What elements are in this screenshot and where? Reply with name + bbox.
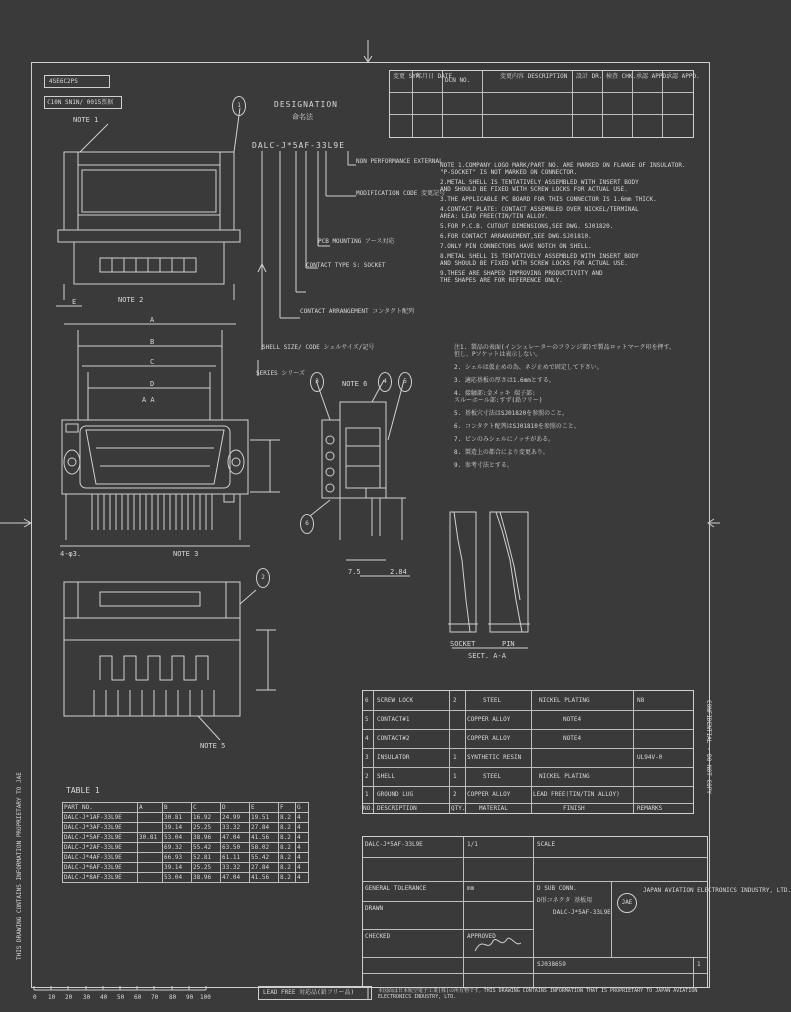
part-6-no: 6 [365, 697, 369, 704]
part-2-name: SHELL [377, 773, 396, 780]
section-marker-aa: A A [142, 396, 155, 404]
tb-scale: SCALE [537, 841, 556, 848]
rev-h3: 変更内容 DESCRIPTION [500, 73, 568, 80]
dim-cell: 55.42 [250, 853, 279, 863]
note-1-label: NOTE 1 [73, 116, 99, 124]
designation-subtitle: 命名法 [292, 113, 313, 121]
note-jp-10: 9. 参考寸法とする。 [454, 462, 513, 469]
dim-cell: 30.81 [138, 833, 163, 843]
dim-cell: 38.96 [192, 833, 221, 843]
dim-th-3: C [192, 803, 221, 813]
part-3-no: 3 [365, 754, 369, 761]
note-en-8: 6.FOR CONTACT ARRANGEMENT,SEE DWG.SJ01810. [440, 233, 592, 240]
dim-cell: 8.2 [279, 823, 296, 833]
tb-tolerance: GENERAL TOLERANCE [365, 885, 427, 892]
part-5-material: COPPER ALLOY [467, 716, 511, 723]
dim-cell: 33.32 [221, 823, 250, 833]
dim-cell: 58.02 [250, 843, 279, 853]
rev-h5: 検査 CHK. [606, 73, 637, 80]
rev-h7: 承認 APPD. [666, 73, 700, 80]
dim-cell: 27.84 [250, 823, 279, 833]
scale-80: 80 [169, 994, 177, 1001]
dim-cell: DALC-J*6AF-33L9E [63, 863, 138, 873]
note-jp-8: 7. ピンのみシェルにノッチがある。 [454, 436, 555, 443]
dim-cell: 8.2 [279, 843, 296, 853]
note-jp-0: 注1. 製品の表面(インシュレーターのフランジ部)で製品ロットマーク印を押す。 [454, 344, 676, 351]
desig-label-5: CONTACT ARRANGEMENT コンタクト配列 [300, 308, 415, 315]
dim-th-1: A [138, 803, 163, 813]
dim-cell: 33.32 [221, 863, 250, 873]
tb-drawn: DRAWN [365, 905, 384, 912]
dim-cell: 25.25 [192, 863, 221, 873]
parts-header-1: DESCRIPTION [377, 805, 417, 812]
dim-th-5: E [250, 803, 279, 813]
bubble-1: 1 [232, 96, 246, 116]
dim-c: C [150, 358, 155, 366]
dim-cell: DALC-J*1AF-33L9E [63, 813, 138, 823]
part-4-name: CONTACT#2 [377, 735, 410, 742]
side-text-left: THIS DRAWING CONTAINS INFORMATION PROPRIETARY TO JAE [16, 772, 23, 960]
section-pin-label: PIN [502, 640, 515, 648]
dim-cell: 61.11 [221, 853, 250, 863]
part-6-name: SCREW LOCK [377, 697, 414, 704]
part-4-no: 4 [365, 735, 369, 742]
desig-label-2: MODIFICATION CODE 変更記号 [356, 190, 446, 197]
dim-cell: 47.04 [221, 873, 250, 883]
part-2-finish: NICKEL PLATING [539, 773, 590, 780]
desig-label-6: SHELL SIZE/ CODE シェルサイズ/記号 [262, 344, 375, 351]
dim-cell: 53.04 [163, 833, 192, 843]
note-jp-3: 3. 適応基板の厚さは1.6mmとする。 [454, 377, 555, 384]
desig-label-1: NON PERFORMANCE EXTERNAL [356, 158, 443, 165]
note-5-label: NOTE 5 [200, 742, 226, 750]
dim-cell: 4 [296, 853, 309, 863]
part-2-qty: 1 [453, 773, 457, 780]
bubble-4: 4 [378, 372, 392, 392]
dim-cell: 39.14 [163, 823, 192, 833]
desig-label-7: SERIES シリーズ [256, 370, 305, 377]
note-en-4: 3.THE APPLICABLE PC BOARD FOR THIS CONNECTOR IS 1.6mm THICK. [440, 196, 657, 203]
part-4-material: COPPER ALLOY [467, 735, 511, 742]
note-en-1: "P-SOCKET" IS NOT MARKED ON CONNECTOR. [440, 169, 578, 176]
rev-h4: 設計 DR. [576, 73, 603, 80]
footer-note: 本図面は日本航空電子工業(株)の所有物です。THIS DRAWING CONTAINS INFORMATION THAT IS PROPRIETARY TO JAPAN AVIATION ELECTRONICS INDUSTRY, LTD. [378, 988, 698, 1000]
part-4-finish: NOTE4 [563, 735, 582, 742]
note-en-3: AND SHOULD BE FIXED WITH SCREW LOCKS FOR ACTUAL USE. [440, 186, 628, 193]
tb-rev: 1 [697, 961, 701, 968]
scale-60: 60 [134, 994, 142, 1001]
note-en-2: 2.METAL SHELL IS TENTATIVELY ASSEMBLED WITH INSERT BODY [440, 179, 639, 186]
dim-cell: 30.81 [163, 813, 192, 823]
scale-10: 10 [48, 994, 56, 1001]
dim-th-0: PART NO. [63, 803, 138, 813]
part-1-name: GROUND LUG [377, 791, 414, 798]
note-jp-1: 但し、Pソケットは表示しない。 [454, 351, 542, 358]
note-6-label: NOTE 6 [342, 380, 368, 388]
dim-cell: 8.2 [279, 873, 296, 883]
dim-cell: 16.92 [192, 813, 221, 823]
scale-40: 40 [100, 994, 108, 1001]
note-en-11: AND SHOULD BE FIXED WITH SCREW LOCKS FOR ACTUAL USE. [440, 260, 628, 267]
dim-d: D [150, 380, 155, 388]
part-1-finish: LEAD FREE(TIN/TIN ALLOY) [533, 791, 620, 798]
dim-cell: 4 [296, 823, 309, 833]
dim-cell: 69.32 [163, 843, 192, 853]
part-6-note: N8 [637, 697, 645, 704]
dim-cell: 63.50 [221, 843, 250, 853]
dim-table-title: TABLE 1 [66, 786, 100, 795]
dim-cell: 55.42 [192, 843, 221, 853]
stamp-text-1: 4SE6C2PS [49, 78, 78, 85]
lead-free-badge [258, 986, 372, 1000]
note-2-label: NOTE 2 [118, 296, 144, 304]
jae-logo-icon: JAE [617, 893, 637, 913]
scale-20: 20 [65, 994, 73, 1001]
part-1-qty: 2 [453, 791, 457, 798]
tb-title-en: D SUB CONN. [537, 885, 577, 892]
note-jp-6: 5. 基板穴寸法はSJ01820を参照のこと。 [454, 410, 569, 417]
part-5-name: CONTACT#1 [377, 716, 410, 723]
part-6-material: STEEL [483, 697, 502, 704]
note-en-10: 8.METAL SHELL IS TENTATIVELY ASSEMBLED WITH INSERT BODY [440, 253, 639, 260]
tb-unit: mm [467, 885, 475, 892]
part-3-qty: 1 [453, 754, 457, 761]
note-3-label: NOTE 3 [173, 550, 199, 558]
scale-70: 70 [151, 994, 159, 1001]
dim-cell: 19.51 [250, 813, 279, 823]
dim-cell: DALC-J*5AF-33L9E [63, 833, 138, 843]
tb-approved: APPROVED [467, 933, 496, 940]
dim-4-phi: 4-φ3. [60, 550, 82, 558]
part-5-finish: NOTE4 [563, 716, 582, 723]
dim-2-84: 2.84 [390, 568, 407, 576]
dim-cell: 4 [296, 863, 309, 873]
desig-label-3: PCB MOUNTING アース対応 [318, 238, 395, 245]
dim-cell: 4 [296, 843, 309, 853]
note-en-5: 4.CONTACT PLATE: CONTACT ASSEMBLED OVER NICKEL/TERMINAL [440, 206, 639, 213]
parts-header-4: FINISH [563, 805, 585, 812]
part-5-no: 5 [365, 716, 369, 723]
note-jp-2: 2. シェルは仮止めの為、ネジ止めで固定して下さい。 [454, 364, 603, 371]
dim-cell: 38.96 [192, 873, 221, 883]
dim-th-7: G [296, 803, 309, 813]
parts-header-3: MATERIAL [479, 805, 508, 812]
dim-cell: DALC-J*3AF-33L9E [63, 823, 138, 833]
dim-cell: 4 [296, 833, 309, 843]
note-en-9: 7.ONLY PIN CONNECTORS HAVE NOTCH ON SHELL. [440, 243, 592, 250]
note-jp-9: 8. 製造上の都合により変更あり。 [454, 449, 549, 456]
dim-cell: 47.04 [221, 833, 250, 843]
parts-header-2: QTY. [451, 805, 466, 812]
bubble-5: 5 [398, 372, 412, 392]
dim-cell: 53.04 [163, 873, 192, 883]
rev-h1: 年月日 DATE [416, 73, 453, 80]
note-en-13: THE SHAPES ARE FOR REFERENCE ONLY. [440, 277, 563, 284]
bubble-2: 2 [256, 568, 270, 588]
note-en-12: 9.THESE ARE SHAPED IMPROVING PRODUCTIVITY AND [440, 270, 603, 277]
tb-dwg-no-label: SJ038659 [537, 961, 566, 968]
dim-a: A [150, 316, 155, 324]
dim-cell: 27.84 [250, 863, 279, 873]
lead-free-text: LEAD FREE 対応品(鉛フリー品) [263, 989, 355, 996]
scale-30: 30 [83, 994, 91, 1001]
dim-cell: 8.2 [279, 833, 296, 843]
dim-cell: 8.2 [279, 853, 296, 863]
dim-cell: 25.25 [192, 823, 221, 833]
dim-cell: 52.81 [192, 853, 221, 863]
note-en-7: 5.FOR P.C.B. CUTOUT DIMENSIONS,SEE DWG. SJ01820. [440, 223, 614, 230]
note-jp-4: 4. 接触部:金メッキ 端子部: [454, 390, 536, 397]
designation-code: DALC-J*5AF-33L9E [252, 141, 346, 150]
note-en-6: AREA: LEAD FREE(TIN/TIN ALLOY. [440, 213, 549, 220]
part-2-material: STEEL [483, 773, 502, 780]
note-jp-7: 6. コンタクト配列はSJ01810を参照のこと。 [454, 423, 580, 430]
rev-h0: 変更 SYM. [393, 73, 424, 80]
tb-dwg-ref: DALC-J*5AF-33L9E [365, 841, 423, 848]
parts-header-0: NO. [363, 805, 374, 812]
parts-header-5: REMARKS [637, 805, 663, 812]
part-6-qty: 2 [453, 697, 457, 704]
bubble-6: 6 [300, 514, 314, 534]
designation-title: DESIGNATION [274, 100, 338, 109]
dim-cell: 41.56 [250, 873, 279, 883]
tb-checked: CHECKED [365, 933, 391, 940]
dim-cell: 41.56 [250, 833, 279, 843]
scale-100: 100 [200, 994, 211, 1001]
part-1-no: 1 [365, 791, 369, 798]
dim-cell: DALC-J*4AF-33L9E [63, 853, 138, 863]
part-3-name: INSULATOR [377, 754, 410, 761]
dim-cell: 4 [296, 873, 309, 883]
dim-cell: 24.99 [221, 813, 250, 823]
part-2-no: 2 [365, 773, 369, 780]
note-jp-5: スルーホール部:すず(鉛フリー) [454, 397, 543, 404]
bubble-3: 3 [310, 372, 324, 392]
dim-cell: 8.2 [279, 813, 296, 823]
dim-th-4: D [221, 803, 250, 813]
side-text-right: CONFIDENTIAL - DO NOT COPY [705, 700, 712, 794]
part-1-material: COPPER ALLOY [467, 791, 511, 798]
desig-label-4: CONTACT TYPE S: SOCKET [306, 262, 386, 269]
dim-cell: 8.2 [279, 863, 296, 873]
tb-title-jp: D形コネクタ 基板用 [537, 897, 593, 904]
dim-th-2: B [163, 803, 192, 813]
section-socket-label: SOCKET [450, 640, 476, 648]
part-6-finish: NICKEL PLATING [539, 697, 590, 704]
dim-cell: 4 [296, 813, 309, 823]
dim-cell: 66.93 [163, 853, 192, 863]
part-3-material: SYNTHETIC RESIN [467, 754, 522, 761]
rev-h2: DCN NO. [445, 77, 471, 84]
dim-th-6: F [279, 803, 296, 813]
part-3-note: UL94V-0 [637, 754, 663, 761]
rev-h6: 承認 APPD. [636, 73, 670, 80]
dim-e: E [72, 298, 77, 306]
section-aa-label: SECT. A-A [468, 652, 506, 660]
scale-50: 50 [117, 994, 125, 1001]
stamp-text-2: ℂ10N SN1N/ 0015票据 [47, 99, 114, 106]
scale-0: 0 [33, 994, 37, 1001]
dim-cell: 39.14 [163, 863, 192, 873]
scale-90: 90 [186, 994, 194, 1001]
dim-cell: DALC-J*2AF-33L9E [63, 843, 138, 853]
note-en-0: NOTE 1.COMPANY LOGO MARK/PART NO. ARE MARKED ON FLANGE OF INSULATOR. [440, 162, 686, 169]
dim-b: B [150, 338, 155, 346]
tb-part-title: DALC-J*5AF-33L9E [553, 909, 611, 916]
tb-company: JAPAN AVIATION ELECTRONICS INDUSTRY, LTD. [643, 887, 791, 894]
dim-7-5: 7.5 [348, 568, 361, 576]
tb-sheet: 1/1 [467, 841, 478, 848]
dim-cell: DALC-J*8AF-33L9E [63, 873, 138, 883]
